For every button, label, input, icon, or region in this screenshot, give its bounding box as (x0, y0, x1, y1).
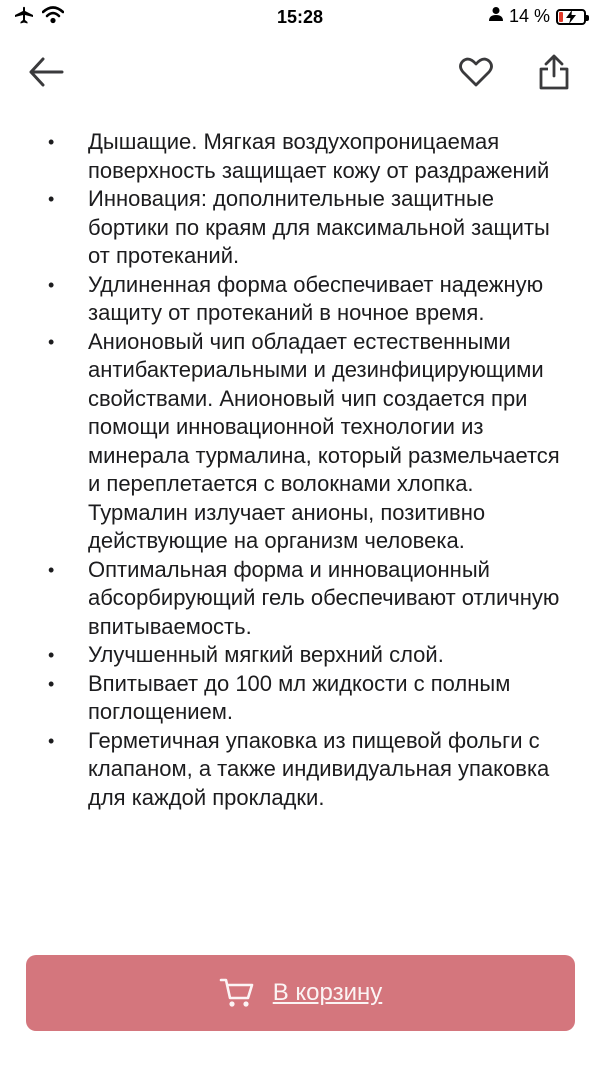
list-item: • Удлиненная форма обеспечивает надежную защиту от протеканий в ночное время. (48, 271, 570, 328)
status-time: 15:28 (276, 7, 324, 27)
battery-icon (556, 9, 586, 25)
list-item: • Герметичная упаковка из пищевой фольги с клапаном, а также индивидуальная упаковка для каждой прокладки. (48, 727, 570, 813)
list-item: • Анионовый чип обладает естественными антибактериальными и дезинфицирующими свойствами. Анионовый чип создается при помощи инновационной технологии из минерала турмалина, который размельчается и переплетается с волокнами хлопка. Турмалин излучает анионы, позитивно действующие на организм человека. (48, 328, 570, 556)
status-bar (0, 0, 600, 34)
battery-percent: 14 % (508, 6, 550, 26)
user-icon (489, 6, 503, 27)
nav-bar (0, 40, 600, 104)
favorite-button[interactable] (454, 50, 498, 94)
list-item: • Инновация: дополнительные защитные бортики по краям для максимальной защиты от протеканий. (48, 185, 570, 271)
heart-icon (459, 57, 493, 87)
back-button[interactable] (24, 50, 68, 94)
list-item: • Оптимальная форма и инновационный абсорбирующий гель обеспечивают отличную впитываемость. (48, 556, 570, 642)
share-icon (538, 54, 570, 90)
cart-icon (219, 977, 255, 1009)
status-right (489, 6, 586, 27)
add-to-cart-button[interactable] (26, 955, 575, 1031)
add-to-cart-label: В корзину (272, 979, 383, 1006)
product-description (0, 118, 600, 948)
arrow-left-icon (28, 57, 64, 87)
list-item: • Дышащие. Мягкая воздухопроницаемая поверхность защищает кожу от раздражений (48, 128, 570, 185)
list-item: • Впитывает до 100 мл жидкости с полным поглощением. (48, 670, 570, 727)
scroll-fade (0, 888, 600, 948)
features-list (0, 118, 600, 812)
share-button[interactable] (532, 50, 576, 94)
list-item: • Улучшенный мягкий верхний слой. (48, 641, 570, 670)
